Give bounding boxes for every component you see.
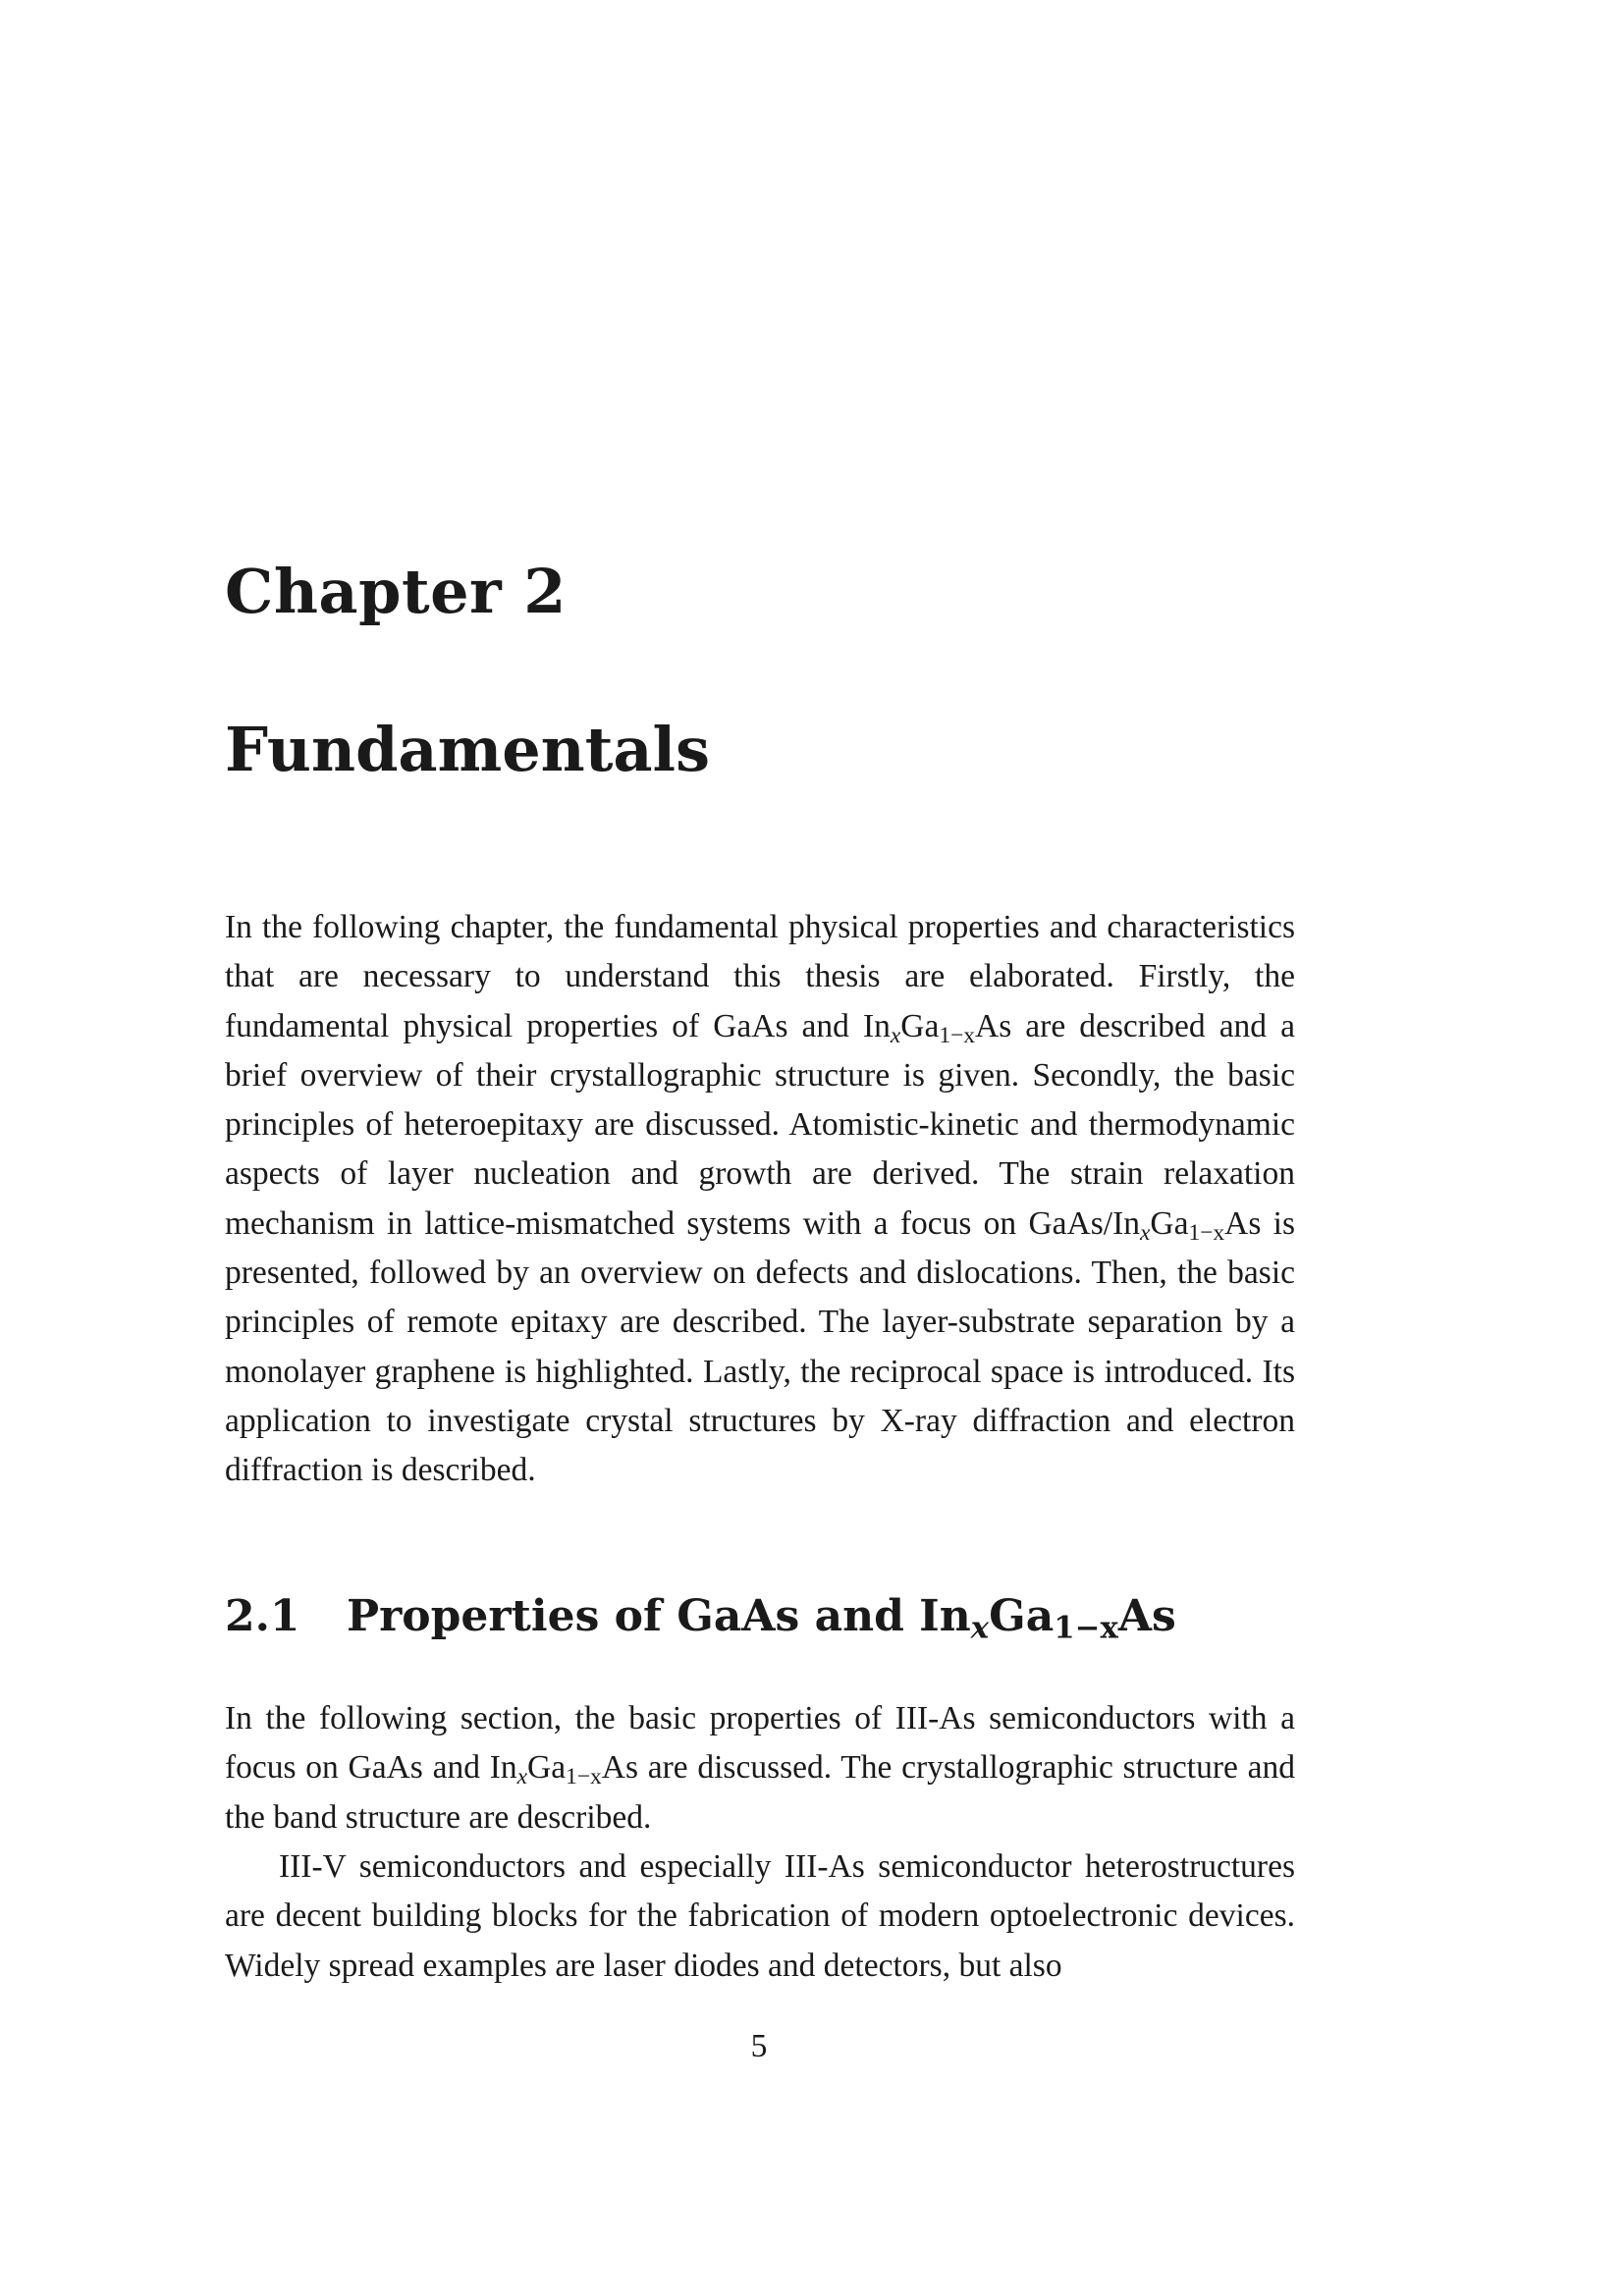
intro-text-1: In the following chapter, the fundamental physical properties and characteristics that are necessary to understand this thesis are elaborated. Firstly, the fundamental physical properties of GaAs and In [225, 909, 1295, 1044]
section-paragraph-1 [225, 1694, 1295, 1842]
section-title-c: As [1117, 1591, 1176, 1641]
intro-ga-2: Ga [1150, 1204, 1189, 1242]
section-title-sub-x: x [970, 1610, 990, 1646]
intro-sub-x-1: x [890, 1022, 901, 1048]
section-p1-sub-1mx: 1−x [566, 1764, 602, 1790]
section-number: 2.1 [225, 1591, 300, 1641]
section-title-sub-1mx: 1−x [1054, 1610, 1118, 1646]
section-heading [225, 1591, 1176, 1646]
intro-text-2: As are described and a brief overview of their crystallographic structure is given. Secondly, the basic principles of heteroepitaxy are discussed. Atomistic-kinetic and thermodynamic aspects of layer nucleation and growth are derived. The strain relaxation mechanism in lattice-mismatched systems with a focus on GaAs/In [225, 1007, 1295, 1242]
chapter-label: Chapter 2 [225, 556, 567, 627]
section-title-a: Properties of GaAs and In [347, 1591, 971, 1641]
section-p1-ga: Ga [527, 1749, 567, 1787]
intro-ga-1: Ga [900, 1007, 940, 1044]
page-number: 5 [750, 2028, 768, 2064]
section-p1-text-b: As are discussed. The crystallographic structure and the band structure are described. [225, 1749, 1295, 1836]
intro-sub-1mx-1: 1−x [939, 1022, 976, 1048]
intro-sub-1mx-2: 1−x [1188, 1219, 1225, 1246]
section-p1-sub-x: x [516, 1764, 528, 1790]
section-title-b: Ga [989, 1591, 1055, 1641]
section-p1-text-a: In the following section, the basic properties of III-As semiconductors with a focus on GaAs and In [225, 1700, 1295, 1787]
intro-paragraph [225, 903, 1295, 1496]
intro-text-3: As is presented, followed by an overview on defects and dislocations. Then, the basic principles of remote epitaxy are described. The layer-substrate separation by a monolayer graphene is highlighted. Lastly, the reciprocal space is introduced. Its application to investigate crystal structures by X-ray diffraction and electron diffraction is described. [225, 1204, 1296, 1489]
intro-sub-x-2: x [1140, 1219, 1151, 1246]
chapter-title: Fundamentals [225, 714, 711, 785]
section-paragraph-2: III-V semiconductors and especially III-As semiconductor heterostructures are decent building blocks for the fabrication of modern optoelectronic devices. Widely spread examples are laser diodes and detectors, but also [225, 1848, 1295, 1984]
